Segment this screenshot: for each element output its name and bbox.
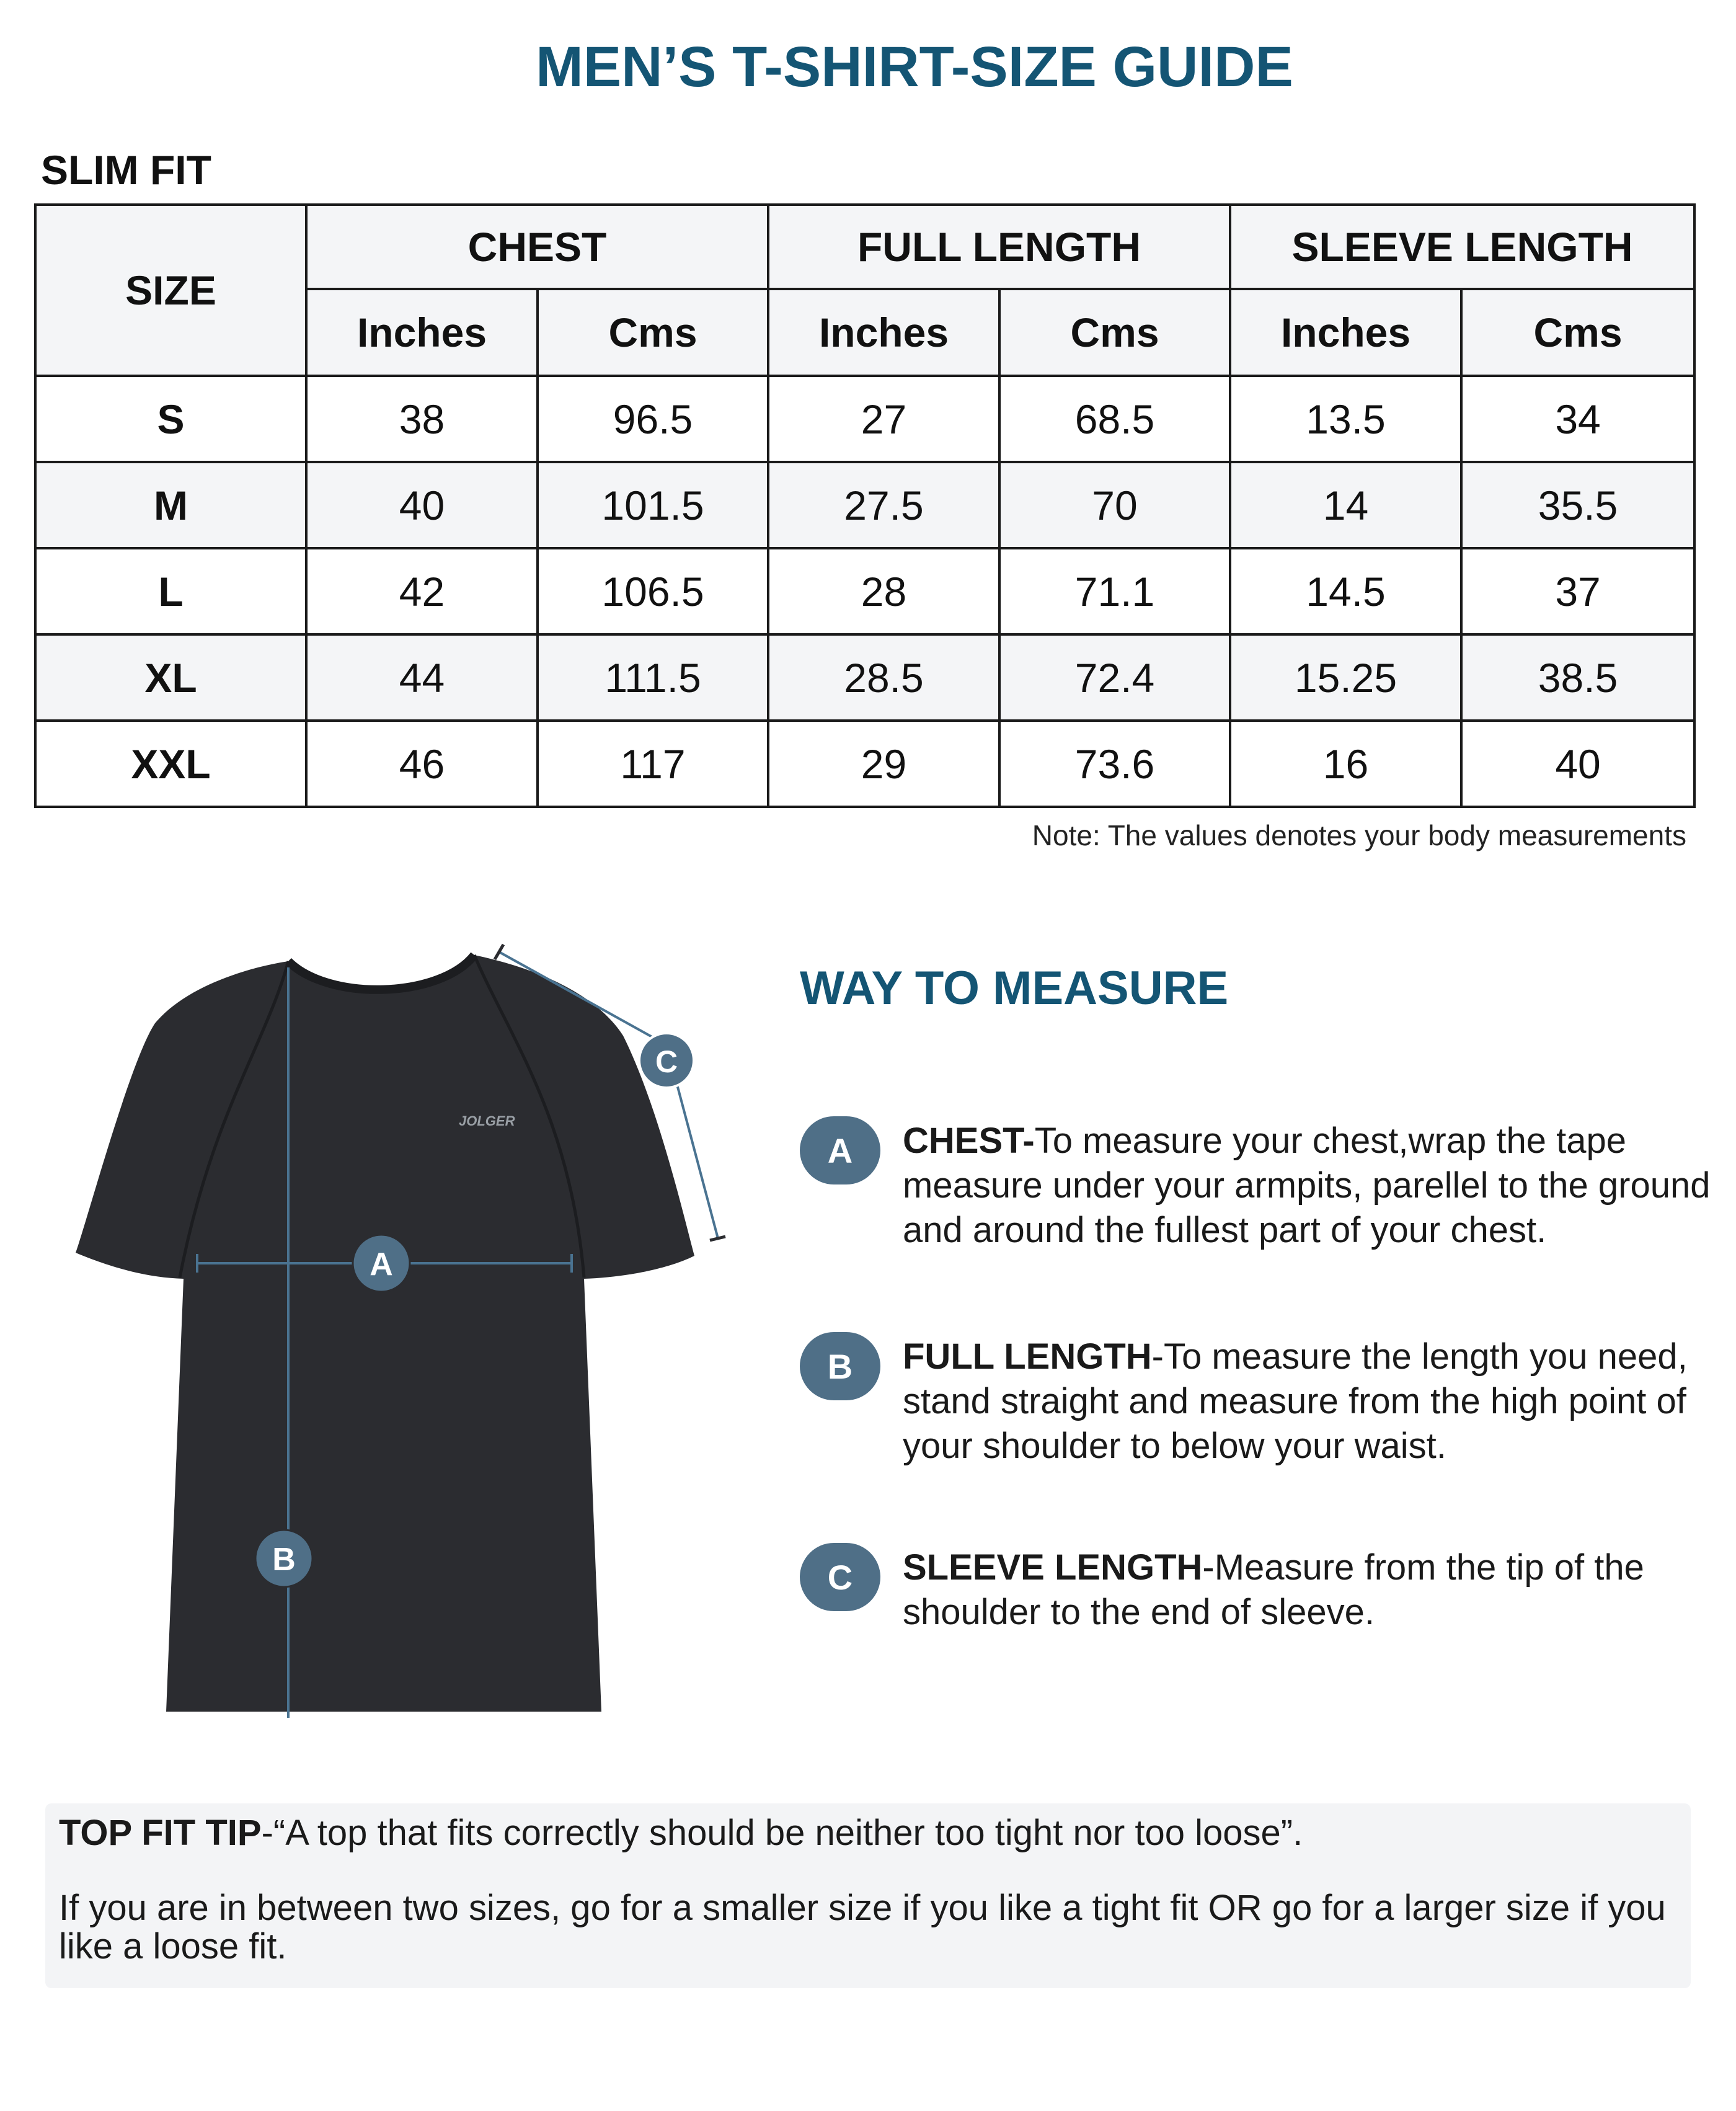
unit-header: Inches bbox=[768, 289, 999, 376]
page-title: MEN’S T-SHIRT-SIZE GUIDE bbox=[536, 35, 1293, 99]
step-description: -Measure from the tip of the shoulder to the end of sleeve. bbox=[903, 1547, 1644, 1632]
fit-tip-quote-text: -“A top that fits correctly should be neither too tight nor too loose”. bbox=[261, 1813, 1303, 1853]
table-cell: 34 bbox=[1461, 376, 1694, 462]
marker-c bbox=[639, 1033, 694, 1088]
step-heading: CHEST- bbox=[903, 1121, 1035, 1161]
chest-header: CHEST bbox=[306, 205, 768, 289]
measure-step-sleeve-length bbox=[800, 1543, 1711, 1648]
unit-header: Inches bbox=[1230, 289, 1461, 376]
table-cell: 27.5 bbox=[768, 462, 999, 548]
table-cell: 28.5 bbox=[768, 634, 999, 721]
table-cell: 14.5 bbox=[1230, 548, 1461, 634]
table-cell: 106.5 bbox=[538, 548, 768, 634]
step-text bbox=[903, 1335, 1721, 1469]
step-text bbox=[903, 1119, 1721, 1253]
fit-tip-box bbox=[45, 1803, 1691, 1988]
table-cell: 28 bbox=[768, 548, 999, 634]
table-cell: 70 bbox=[999, 462, 1230, 548]
size-table bbox=[34, 203, 1693, 806]
table-cell: 40 bbox=[306, 462, 538, 548]
size-cell: XXL bbox=[35, 721, 306, 807]
measure-step-full-length bbox=[800, 1332, 1711, 1481]
size-cell: S bbox=[35, 376, 306, 462]
table-cell: 71.1 bbox=[999, 548, 1230, 634]
way-to-measure-title: WAY TO MEASURE bbox=[800, 962, 1229, 1015]
measure-step-chest bbox=[800, 1116, 1711, 1265]
fit-tip-advice: If you are in between two sizes, go for a smaller size if you like a tight fit OR go for a larger size if you like a loose fit. bbox=[59, 1888, 1666, 1967]
table-cell: 35.5 bbox=[1461, 462, 1694, 548]
unit-header: Cms bbox=[538, 289, 768, 376]
table-cell: 40 bbox=[1461, 721, 1694, 807]
fit-tip-quote bbox=[59, 1812, 1303, 1854]
step-badge: C bbox=[800, 1543, 880, 1611]
table-cell: 38 bbox=[306, 376, 538, 462]
sleeve-length-header: SLEEVE LENGTH bbox=[1230, 205, 1694, 289]
step-text bbox=[903, 1545, 1721, 1635]
full-length-header: FULL LENGTH bbox=[768, 205, 1230, 289]
table-cell: 111.5 bbox=[538, 634, 768, 721]
table-cell: 13.5 bbox=[1230, 376, 1461, 462]
table-cell: 14 bbox=[1230, 462, 1461, 548]
step-badge: A bbox=[800, 1116, 880, 1184]
table-row bbox=[35, 548, 1694, 634]
fit-label: SLIM FIT bbox=[41, 147, 211, 193]
step-badge: B bbox=[800, 1332, 880, 1400]
tshirt-shape bbox=[76, 955, 694, 1712]
table-cell: 68.5 bbox=[999, 376, 1230, 462]
step-description: To measure your chest,wrap the tape measure under your armpits, parellel to the ground and around the fullest part of your chest. bbox=[903, 1121, 1711, 1250]
step-heading: FULL LENGTH bbox=[903, 1336, 1152, 1377]
step-description: -To measure the length you need, stand straight and measure from the high point of your shoulder to below your waist. bbox=[903, 1336, 1688, 1466]
table-cell: 44 bbox=[306, 634, 538, 721]
tshirt-illustration bbox=[62, 930, 806, 1724]
table-row bbox=[35, 376, 1694, 462]
unit-header: Inches bbox=[306, 289, 538, 376]
table-cell: 38.5 bbox=[1461, 634, 1694, 721]
unit-header: Cms bbox=[1461, 289, 1694, 376]
table-cell: 73.6 bbox=[999, 721, 1230, 807]
table-row bbox=[35, 462, 1694, 548]
table-cell: 42 bbox=[306, 548, 538, 634]
size-cell: M bbox=[35, 462, 306, 548]
svg-text:C: C bbox=[655, 1044, 678, 1079]
marker-a bbox=[353, 1235, 410, 1292]
size-cell: XL bbox=[35, 634, 306, 721]
svg-text:B: B bbox=[272, 1542, 296, 1578]
table-cell: 46 bbox=[306, 721, 538, 807]
table-cell: 29 bbox=[768, 721, 999, 807]
brand-logo: JOLGER bbox=[459, 1113, 515, 1129]
table-row bbox=[35, 721, 1694, 807]
table-note: Note: The values denotes your body measurements bbox=[1032, 819, 1686, 851]
size-cell: L bbox=[35, 548, 306, 634]
table-cell: 72.4 bbox=[999, 634, 1230, 721]
table-cell: 27 bbox=[768, 376, 999, 462]
svg-text:A: A bbox=[370, 1247, 393, 1282]
table-cell: 96.5 bbox=[538, 376, 768, 462]
fit-tip-heading: TOP FIT TIP bbox=[59, 1813, 262, 1853]
table-cell: 16 bbox=[1230, 721, 1461, 807]
unit-header: Cms bbox=[999, 289, 1230, 376]
marker-b bbox=[255, 1530, 312, 1587]
table-cell: 37 bbox=[1461, 548, 1694, 634]
table-cell: 101.5 bbox=[538, 462, 768, 548]
table-cell: 15.25 bbox=[1230, 634, 1461, 721]
table-row bbox=[35, 634, 1694, 721]
step-heading: SLEEVE LENGTH bbox=[903, 1547, 1203, 1588]
table-cell: 117 bbox=[538, 721, 768, 807]
size-header: SIZE bbox=[35, 205, 306, 376]
